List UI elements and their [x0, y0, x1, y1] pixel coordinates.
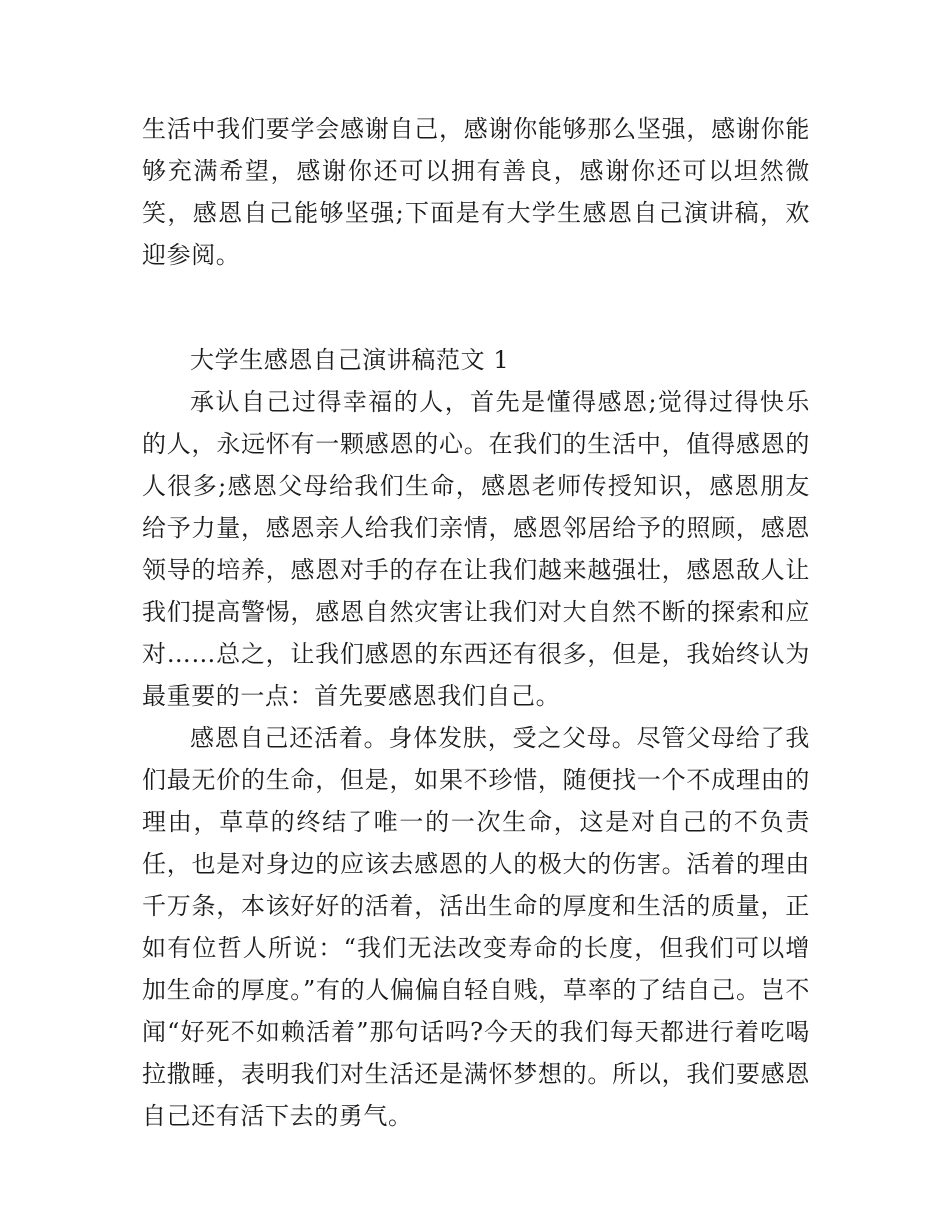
- body-paragraph-2: 感恩自己还活着。身体发肤，受之父母。尽管父母给了我们最无价的生命，但是，如果不珍惜，随便找一个不成理由的理由，草草的终结了唯一的一次生命，这是对自己的不负责任，也是对身边的应该去感恩的人的极大的伤害。活着的理由千万条，本该好好的活着，活出生命的厚度和生活的质量，正如有位哲人所说：“我们无法改变寿命的长度，但我们可以增加生命的厚度。”有的人偏偏自轻自贱，草率的了结自己。岂不闻“好死不如赖活着”那句话吗?今天的我们每天都进行着吃喝拉撒睡，表明我们对生活还是满怀梦想的。所以，我们要感恩自己还有活下去的勇气。: [142, 724, 810, 1130]
- intro-paragraph: 生活中我们要学会感谢自己，感谢你能够那么坚强，感谢你能够充满希望，感谢你还可以拥有善良，感谢你还可以坦然微笑，感恩自己能够坚强;下面是有大学生感恩自己演讲稿，欢迎参阅。: [142, 115, 810, 269]
- document-body: [142, 108, 810, 1137]
- body-paragraph-1: 承认自己过得幸福的人，首先是懂得感恩;觉得过得快乐的人，永远怀有一颗感恩的心。在我们的生活中，值得感恩的人很多;感恩父母给我们生命，感恩老师传授知识，感恩朋友给予力量，感恩亲人给我们亲情，感恩邻居给予的照顾，感恩领导的培养，感恩对手的存在让我们越来越强壮，感恩敌人让我们提高警惕，感恩自然灾害让我们对大自然不断的探索和应对……总之，让我们感恩的东西还有很多，但是，我始终认为最重要的一点：首先要感恩我们自己。: [142, 388, 810, 710]
- section-title: 大学生感恩自己演讲稿范文 1: [190, 346, 510, 374]
